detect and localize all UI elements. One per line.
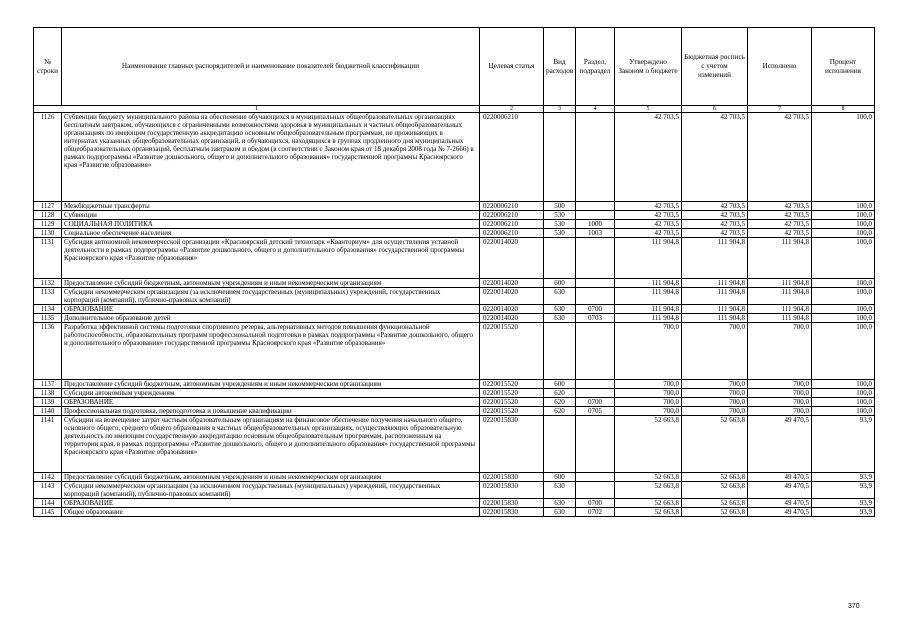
- row-vid: 600: [544, 380, 576, 389]
- row-vid: 620: [544, 398, 576, 407]
- row-razd: 0702: [576, 508, 615, 517]
- header-approved: Утверждено Законом о бюджете: [615, 28, 682, 106]
- row-percent: 100,0: [812, 238, 875, 279]
- row-razd: [576, 113, 615, 202]
- row-razd: [576, 473, 615, 482]
- table-row: [34, 380, 875, 389]
- row-vid: 530: [544, 211, 576, 220]
- budget-table: [33, 27, 875, 517]
- row-approved: 700,0: [615, 323, 682, 380]
- row-roster: 700,0: [682, 407, 748, 416]
- row-code: 0220014020: [480, 314, 544, 323]
- page-number: 370: [848, 603, 860, 610]
- row-number: 1131: [34, 238, 62, 279]
- row-approved: 111 904,8: [615, 314, 682, 323]
- row-number: 1144: [34, 499, 62, 508]
- row-name: Профессиональная подготовка, переподготовка и повышение квалификации: [62, 407, 480, 416]
- row-executed: 42 703,5: [748, 220, 812, 229]
- row-roster: 700,0: [682, 389, 748, 398]
- row-name: Субсидии некоммерческим организациям (за исключением государственных (муниципальных) учреждений, государственных корпораций (компаний), публично-правовых компаний): [62, 288, 480, 305]
- row-number: 1140: [34, 407, 62, 416]
- row-percent: 100,0: [812, 288, 875, 305]
- row-percent: 100,0: [812, 323, 875, 380]
- header-row: [34, 28, 875, 106]
- row-vid: 630: [544, 314, 576, 323]
- row-roster: 111 904,8: [682, 305, 748, 314]
- column-number: 3: [544, 106, 576, 113]
- row-executed: 700,0: [748, 407, 812, 416]
- row-executed: 111 904,8: [748, 279, 812, 288]
- row-executed: 49 470,5: [748, 416, 812, 473]
- row-vid: 530: [544, 229, 576, 238]
- row-name: Субсидии некоммерческим организациям (за исключением государственных (муниципальных) учреждений, государственных корпораций (компаний), публично-правовых компаний): [62, 482, 480, 499]
- row-code: 0220014020: [480, 288, 544, 305]
- row-executed: 42 703,5: [748, 211, 812, 220]
- row-code: 0220015520: [480, 389, 544, 398]
- row-approved: 700,0: [615, 398, 682, 407]
- row-number: 1129: [34, 220, 62, 229]
- row-percent: 100,0: [812, 211, 875, 220]
- table-row: [34, 499, 875, 508]
- row-roster: 700,0: [682, 398, 748, 407]
- row-vid: 630: [544, 499, 576, 508]
- row-name: СОЦИАЛЬНАЯ ПОЛИТИКА: [62, 220, 480, 229]
- row-executed: 49 470,5: [748, 508, 812, 517]
- row-approved: 42 703,5: [615, 202, 682, 211]
- row-razd: [576, 288, 615, 305]
- row-razd: 0700: [576, 499, 615, 508]
- table-body: [34, 113, 875, 517]
- column-number: 2: [480, 106, 544, 113]
- table-row: [34, 305, 875, 314]
- table-row: [34, 482, 875, 499]
- column-number: 5: [615, 106, 682, 113]
- row-name: Межбюджетные трансферты: [62, 202, 480, 211]
- row-percent: 100,0: [812, 407, 875, 416]
- column-number: 1: [34, 106, 480, 113]
- row-code: 0220014020: [480, 279, 544, 288]
- header-code: Целевая статья: [480, 28, 544, 106]
- row-percent: 100,0: [812, 229, 875, 238]
- row-vid: 630: [544, 482, 576, 499]
- row-name: Предоставление субсидий бюджетным, автономным учреждениям и иным некоммерческим организациям: [62, 380, 480, 389]
- row-name: Субвенции: [62, 211, 480, 220]
- row-executed: 49 470,5: [748, 482, 812, 499]
- table-row: [34, 238, 875, 279]
- row-razd: [576, 211, 615, 220]
- row-code: 0220014020: [480, 305, 544, 314]
- row-percent: 93,9: [812, 508, 875, 517]
- row-number: 1126: [34, 113, 62, 202]
- row-executed: 111 904,8: [748, 238, 812, 279]
- table-row: [34, 389, 875, 398]
- row-approved: 700,0: [615, 407, 682, 416]
- table-row: [34, 398, 875, 407]
- row-razd: 0700: [576, 398, 615, 407]
- column-number-row: [34, 106, 875, 113]
- row-number: 1138: [34, 389, 62, 398]
- row-razd: [576, 389, 615, 398]
- row-approved: 42 703,5: [615, 211, 682, 220]
- row-number: 1127: [34, 202, 62, 211]
- row-executed: 49 470,5: [748, 499, 812, 508]
- row-vid: 620: [544, 407, 576, 416]
- row-percent: 100,0: [812, 113, 875, 202]
- row-name: ОБРАЗОВАНИЕ: [62, 305, 480, 314]
- row-code: 0220015520: [480, 407, 544, 416]
- row-code: 0220006210: [480, 113, 544, 202]
- row-roster: 111 904,8: [682, 288, 748, 305]
- row-code: 0220015520: [480, 380, 544, 389]
- table-row: [34, 314, 875, 323]
- row-number: 1132: [34, 279, 62, 288]
- row-approved: 42 703,5: [615, 113, 682, 202]
- row-roster: 42 703,5: [682, 113, 748, 202]
- row-roster: 111 904,8: [682, 314, 748, 323]
- row-code: 0220014020: [480, 238, 544, 279]
- row-code: 0220015830: [480, 416, 544, 473]
- row-approved: 52 663,8: [615, 416, 682, 473]
- row-approved: 52 663,8: [615, 499, 682, 508]
- row-name: Разработка эффективной системы подготовки спортивного резерва, альтернативных методов повышения функциональной работоспособности, образовательных программ профессиональной подготовки в рамках подпрограммы «Развитие дошкольного, общего и дополнительного образования» государственной программы Красноярского края «Развитие образования»: [62, 323, 480, 380]
- row-executed: 111 904,8: [748, 305, 812, 314]
- row-razd: [576, 238, 615, 279]
- row-name: Субсидии автономным учреждениям: [62, 389, 480, 398]
- row-code: 0220015830: [480, 499, 544, 508]
- row-code: 0220015830: [480, 482, 544, 499]
- row-vid: [544, 323, 576, 380]
- row-executed: 700,0: [748, 380, 812, 389]
- row-name: Общее образование: [62, 508, 480, 517]
- header-razd: Раздел, подраздел: [576, 28, 615, 106]
- row-razd: 1003: [576, 229, 615, 238]
- row-percent: 100,0: [812, 398, 875, 407]
- row-vid: 530: [544, 220, 576, 229]
- row-name: Субсидии на возмещение затрат частным образовательным организациям на финансовое обеспечение получения начального общего, основного общего, среднего общего образования в частных общеобразовательных организациях, осуществляющих образовательную деятельность по имеющим государственную аккредитацию основным общеобразовательным программам, расположенным на территории края, в рамках подпрограммы «Развитие дошкольного, общего и дополнительного образования» государственной программы Красноярского края «Развитие образования»: [62, 416, 480, 473]
- row-percent: 100,0: [812, 305, 875, 314]
- row-executed: 700,0: [748, 398, 812, 407]
- row-name: Дополнительное образование детей: [62, 314, 480, 323]
- row-approved: 111 904,8: [615, 305, 682, 314]
- row-roster: 700,0: [682, 323, 748, 380]
- column-number: 6: [682, 106, 748, 113]
- header-vid: Вид расходов: [544, 28, 576, 106]
- row-vid: 630: [544, 305, 576, 314]
- row-roster: 42 703,5: [682, 202, 748, 211]
- row-code: 0220015520: [480, 323, 544, 380]
- column-number: 7: [748, 106, 812, 113]
- table-row: [34, 407, 875, 416]
- column-number: 8: [812, 106, 875, 113]
- row-roster: 42 703,5: [682, 220, 748, 229]
- row-code: 0220015830: [480, 508, 544, 517]
- row-razd: [576, 323, 615, 380]
- row-approved: 111 904,8: [615, 279, 682, 288]
- row-executed: 111 904,8: [748, 314, 812, 323]
- table-row: [34, 416, 875, 473]
- row-roster: 52 663,8: [682, 473, 748, 482]
- row-approved: 52 663,8: [615, 482, 682, 499]
- row-percent: 100,0: [812, 279, 875, 288]
- row-roster: 111 904,8: [682, 238, 748, 279]
- row-roster: 111 904,8: [682, 279, 748, 288]
- row-executed: 700,0: [748, 389, 812, 398]
- row-approved: 52 663,8: [615, 473, 682, 482]
- row-roster: 52 663,8: [682, 482, 748, 499]
- row-number: 1136: [34, 323, 62, 380]
- table-row: [34, 288, 875, 305]
- table-row: [34, 508, 875, 517]
- row-vid: [544, 238, 576, 279]
- row-vid: 630: [544, 288, 576, 305]
- row-executed: 49 470,5: [748, 473, 812, 482]
- row-roster: 52 663,8: [682, 416, 748, 473]
- row-number: 1143: [34, 482, 62, 499]
- row-approved: 42 703,5: [615, 220, 682, 229]
- row-name: Предоставление субсидий бюджетным, автономным учреждениям и иным некоммерческим организациям: [62, 473, 480, 482]
- row-number: 1135: [34, 314, 62, 323]
- row-roster: 42 703,5: [682, 211, 748, 220]
- row-vid: 600: [544, 279, 576, 288]
- table-row: [34, 113, 875, 202]
- row-razd: 0700: [576, 305, 615, 314]
- row-executed: 42 703,5: [748, 113, 812, 202]
- row-executed: 700,0: [748, 323, 812, 380]
- row-razd: [576, 482, 615, 499]
- row-roster: 42 703,5: [682, 229, 748, 238]
- header-name: Наименование главных распорядителей и наименование показателей бюджетной классификации: [62, 28, 480, 106]
- row-vid: [544, 113, 576, 202]
- table-row: [34, 229, 875, 238]
- row-vid: 600: [544, 473, 576, 482]
- row-razd: 0703: [576, 314, 615, 323]
- row-razd: 0705: [576, 407, 615, 416]
- row-percent: 100,0: [812, 202, 875, 211]
- row-roster: 52 663,8: [682, 499, 748, 508]
- row-executed: 42 703,5: [748, 229, 812, 238]
- row-percent: 93,9: [812, 473, 875, 482]
- row-razd: [576, 279, 615, 288]
- row-percent: 100,0: [812, 220, 875, 229]
- table-row: [34, 220, 875, 229]
- row-name: Субвенции бюджету муниципального района на обеспечение обучающихся в муниципальных общеобразовательных организациях бесплатным завтраком, обучающихся с ограниченными возможностями здоровья в муниципальных и частных общеобразовательных организациях по имеющим государственную аккредитацию основным общеобразовательным программам, не проживающих в интернатах указанных общеобразовательных организаций, и обучающихся, находящихся в группах продленного дня муниципальных общеобразовательных организаций, бесплатным завтраком и обедом (в соответствии с Законом края от 18 декабря 2008 года № 7-2666) в рамках подпрограммы «Развитие дошкольного, общего и дополнительного образования» государственной программы Красноярского края «Развитие образования»: [62, 113, 480, 202]
- row-approved: 111 904,8: [615, 238, 682, 279]
- row-code: 0220015830: [480, 473, 544, 482]
- row-executed: 42 703,5: [748, 202, 812, 211]
- row-code: 0220006210: [480, 211, 544, 220]
- row-name: ОБРАЗОВАНИЕ: [62, 398, 480, 407]
- row-approved: 700,0: [615, 389, 682, 398]
- row-vid: 620: [544, 389, 576, 398]
- row-approved: 52 663,8: [615, 508, 682, 517]
- header-percent: Процент исполнения: [812, 28, 875, 106]
- table-row: [34, 202, 875, 211]
- row-code: 0220006210: [480, 202, 544, 211]
- table-row: [34, 279, 875, 288]
- row-razd: [576, 380, 615, 389]
- row-code: 0220006210: [480, 220, 544, 229]
- row-razd: [576, 202, 615, 211]
- row-number: 1130: [34, 229, 62, 238]
- row-percent: 100,0: [812, 380, 875, 389]
- row-percent: 93,9: [812, 482, 875, 499]
- row-approved: 42 703,5: [615, 229, 682, 238]
- row-approved: 700,0: [615, 380, 682, 389]
- row-number: 1134: [34, 305, 62, 314]
- row-vid: 500: [544, 202, 576, 211]
- column-number: 4: [576, 106, 615, 113]
- table-row: [34, 323, 875, 380]
- row-razd: [576, 416, 615, 473]
- row-name: ОБРАЗОВАНИЕ: [62, 499, 480, 508]
- row-razd: 1000: [576, 220, 615, 229]
- row-number: 1141: [34, 416, 62, 473]
- row-number: 1137: [34, 380, 62, 389]
- row-executed: 111 904,8: [748, 288, 812, 305]
- row-roster: 52 663,8: [682, 508, 748, 517]
- row-vid: [544, 416, 576, 473]
- row-percent: 100,0: [812, 314, 875, 323]
- row-approved: 111 904,8: [615, 288, 682, 305]
- row-code: 0220015520: [480, 398, 544, 407]
- row-name: Субсидия автономной некоммерческой организации «Красноярский детский технопарк «Кванториум» для осуществления уставной деятельности в рамках подпрограммы «Развитие дошкольного, общего и дополнительного образования» государственной программы Красноярского края «Развитие образования»: [62, 238, 480, 279]
- row-number: 1145: [34, 508, 62, 517]
- row-code: 0220006210: [480, 229, 544, 238]
- header-row-no: № строки: [34, 28, 62, 106]
- table-row: [34, 473, 875, 482]
- header-roster: Бюджетная роспись с учетом изменений: [682, 28, 748, 106]
- row-number: 1139: [34, 398, 62, 407]
- table-row: [34, 211, 875, 220]
- row-number: 1142: [34, 473, 62, 482]
- row-percent: 93,9: [812, 416, 875, 473]
- row-vid: 630: [544, 508, 576, 517]
- row-name: Предоставление субсидий бюджетным, автономным учреждениям и иным некоммерческим организациям: [62, 279, 480, 288]
- row-number: 1128: [34, 211, 62, 220]
- row-percent: 93,9: [812, 499, 875, 508]
- row-name: Социальное обеспечение населения: [62, 229, 480, 238]
- header-executed: Исполнено: [748, 28, 812, 106]
- row-roster: 700,0: [682, 380, 748, 389]
- row-percent: 100,0: [812, 389, 875, 398]
- row-number: 1133: [34, 288, 62, 305]
